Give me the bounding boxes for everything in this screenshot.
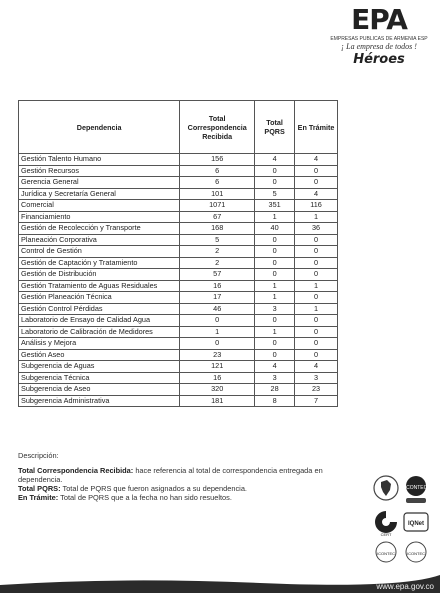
cell-dependencia: Subgerencia de Aguas xyxy=(19,361,180,373)
table-row xyxy=(19,165,338,177)
cell-pqrs: 0 xyxy=(255,246,295,258)
cell-dependencia: Gestión de Recolección y Transporte xyxy=(19,223,180,235)
cell-total: 0 xyxy=(180,338,255,350)
cell-total: 181 xyxy=(180,395,255,407)
badge-label-4: ICONTEC xyxy=(377,551,395,556)
cell-tramite: 0 xyxy=(295,257,338,269)
cell-total: 6 xyxy=(180,177,255,189)
cell-tramite: 0 xyxy=(295,269,338,281)
cell-dependencia: Gestión Control Pérdidas xyxy=(19,303,180,315)
colombia-map-seal-icon xyxy=(372,474,400,504)
certification-badges xyxy=(370,472,432,567)
cell-tramite: 7 xyxy=(295,395,338,407)
cell-tramite: 0 xyxy=(295,234,338,246)
cell-tramite: 0 xyxy=(295,292,338,304)
description-heading: Descripción: xyxy=(18,451,59,460)
company-logo xyxy=(324,4,434,76)
cell-pqrs: 1 xyxy=(255,211,295,223)
table-row xyxy=(19,280,338,292)
cell-tramite: 0 xyxy=(295,315,338,327)
description-term: Total PQRS: xyxy=(18,484,61,493)
cell-pqrs: 0 xyxy=(255,315,295,327)
cell-total: 46 xyxy=(180,303,255,315)
description-item xyxy=(18,493,368,502)
cell-dependencia: Gestión Aseo xyxy=(19,349,180,361)
table-row xyxy=(19,384,338,396)
cell-dependencia: Gestión Talento Humano xyxy=(19,154,180,166)
cell-dependencia: Análisis y Mejora xyxy=(19,338,180,350)
description-list xyxy=(18,466,368,502)
table-header-row xyxy=(19,101,338,154)
iso-seal-icon xyxy=(372,540,400,566)
cell-total: 17 xyxy=(180,292,255,304)
cell-total: 2 xyxy=(180,257,255,269)
badge-label-1: ICONTEC xyxy=(404,485,428,491)
cell-tramite: 1 xyxy=(295,303,338,315)
footer-url: www.epa.gov.co xyxy=(376,582,434,591)
cell-pqrs: 40 xyxy=(255,223,295,235)
cell-dependencia: Gestión de Distribución xyxy=(19,269,180,281)
cell-pqrs: 0 xyxy=(255,234,295,246)
cell-pqrs: 0 xyxy=(255,338,295,350)
cell-dependencia: Gestión Planeación Técnica xyxy=(19,292,180,304)
cell-dependencia: Control de Gestión xyxy=(19,246,180,258)
header-total: Total Correspondencia Recibida xyxy=(180,101,255,154)
cell-tramite: 0 xyxy=(295,338,338,350)
cell-total: 16 xyxy=(180,280,255,292)
cell-dependencia: Financiamiento xyxy=(19,211,180,223)
cell-total: 1 xyxy=(180,326,255,338)
table-row xyxy=(19,338,338,350)
cell-pqrs: 3 xyxy=(255,303,295,315)
badge-label-2: CERT xyxy=(380,532,392,537)
badge-label-3: IQNet xyxy=(407,521,425,527)
cell-pqrs: 0 xyxy=(255,269,295,281)
cell-tramite: 4 xyxy=(295,154,338,166)
table-row xyxy=(19,154,338,166)
table-row xyxy=(19,200,338,212)
table-row xyxy=(19,234,338,246)
logo-campaign: Héroes xyxy=(353,52,405,67)
cell-tramite: 23 xyxy=(295,384,338,396)
cell-dependencia: Subgerencia Técnica xyxy=(19,372,180,384)
cell-pqrs: 8 xyxy=(255,395,295,407)
cell-dependencia: Planeación Corporativa xyxy=(19,234,180,246)
table-row xyxy=(19,395,338,407)
cell-pqrs: 351 xyxy=(255,200,295,212)
cell-total: 121 xyxy=(180,361,255,373)
cell-pqrs: 1 xyxy=(255,292,295,304)
cell-total: 168 xyxy=(180,223,255,235)
cell-total: 23 xyxy=(180,349,255,361)
iqnet-seal-icon xyxy=(402,508,430,538)
cell-pqrs: 1 xyxy=(255,280,295,292)
cell-dependencia: Gestión Tratamiento de Aguas Residuales xyxy=(19,280,180,292)
cell-total: 16 xyxy=(180,372,255,384)
cell-tramite: 0 xyxy=(295,246,338,258)
header-dependencia: Dependencia xyxy=(19,101,180,154)
description-text: Total de PQRS que a la fecha no han sido resueltos. xyxy=(58,493,232,502)
description-text: hace referencia al total de correspondencia entregada en dependencia. xyxy=(18,466,323,484)
table-row xyxy=(19,361,338,373)
description-item xyxy=(18,466,368,484)
cell-total: 0 xyxy=(180,315,255,327)
cell-tramite: 0 xyxy=(295,326,338,338)
cell-total: 6 xyxy=(180,165,255,177)
table-row xyxy=(19,246,338,258)
description-item xyxy=(18,484,368,493)
cell-dependencia: Subgerencia Administrativa xyxy=(19,395,180,407)
table-row xyxy=(19,326,338,338)
quality-seal-icon xyxy=(372,508,400,538)
cell-dependencia: Laboratorio de Calibración de Medidores xyxy=(19,326,180,338)
cell-total: 320 xyxy=(180,384,255,396)
cell-tramite: 1 xyxy=(295,280,338,292)
cell-tramite: 36 xyxy=(295,223,338,235)
certification-seal-icon xyxy=(402,540,430,566)
cell-tramite: 4 xyxy=(295,188,338,200)
cell-total: 67 xyxy=(180,211,255,223)
cell-tramite: 4 xyxy=(295,361,338,373)
cell-total: 1071 xyxy=(180,200,255,212)
header-tramite: En Trámite xyxy=(295,101,338,154)
logo-company-name: EMPRESAS PUBLICAS DE ARMENIA ESP xyxy=(330,36,428,42)
cell-dependencia: Laboratorio de Ensayo de Calidad Agua xyxy=(19,315,180,327)
cell-dependencia: Comercial xyxy=(19,200,180,212)
cell-pqrs: 4 xyxy=(255,154,295,166)
table-row xyxy=(19,257,338,269)
table-row xyxy=(19,211,338,223)
cell-dependencia: Gestión Recursos xyxy=(19,165,180,177)
table-row xyxy=(19,292,338,304)
description-text: Total de PQRS que fueron asignados a su dependencia. xyxy=(60,484,247,493)
cell-tramite: 0 xyxy=(295,177,338,189)
cell-pqrs: 1 xyxy=(255,326,295,338)
cell-pqrs: 4 xyxy=(255,361,295,373)
cell-total: 5 xyxy=(180,234,255,246)
cell-pqrs: 0 xyxy=(255,177,295,189)
correspondence-table xyxy=(18,100,338,407)
footer-wave-band xyxy=(0,573,440,593)
cell-dependencia: Gestión de Captación y Tratamiento xyxy=(19,257,180,269)
badge-label-5: ICONTEC xyxy=(407,551,425,556)
cell-tramite: 0 xyxy=(295,349,338,361)
cell-tramite: 3 xyxy=(295,372,338,384)
table-row xyxy=(19,188,338,200)
cell-pqrs: 28 xyxy=(255,384,295,396)
logo-mark: EPA xyxy=(351,3,407,36)
cell-tramite: 116 xyxy=(295,200,338,212)
logo-slogan: ¡ La empresa de todos ! xyxy=(341,42,417,51)
cell-tramite: 0 xyxy=(295,165,338,177)
table-row xyxy=(19,269,338,281)
table-row xyxy=(19,177,338,189)
header-pqrs: Total PQRS xyxy=(255,101,295,154)
table-row xyxy=(19,223,338,235)
cell-total: 156 xyxy=(180,154,255,166)
description-term: Total Correspondencia Recibida: xyxy=(18,466,134,475)
cell-total: 101 xyxy=(180,188,255,200)
cell-tramite: 1 xyxy=(295,211,338,223)
cell-pqrs: 3 xyxy=(255,372,295,384)
table-row xyxy=(19,303,338,315)
cell-total: 57 xyxy=(180,269,255,281)
description-term: En Trámite: xyxy=(18,493,59,502)
cell-pqrs: 0 xyxy=(255,349,295,361)
cell-pqrs: 0 xyxy=(255,165,295,177)
icontec-seal-icon xyxy=(402,474,430,504)
cell-pqrs: 0 xyxy=(255,257,295,269)
table-row xyxy=(19,372,338,384)
cell-pqrs: 5 xyxy=(255,188,295,200)
cell-total: 2 xyxy=(180,246,255,258)
cell-dependencia: Gerencia General xyxy=(19,177,180,189)
cell-dependencia: Subgerencia de Aseo xyxy=(19,384,180,396)
table-row xyxy=(19,315,338,327)
table-row xyxy=(19,349,338,361)
cell-dependencia: Jurídica y Secretaría General xyxy=(19,188,180,200)
